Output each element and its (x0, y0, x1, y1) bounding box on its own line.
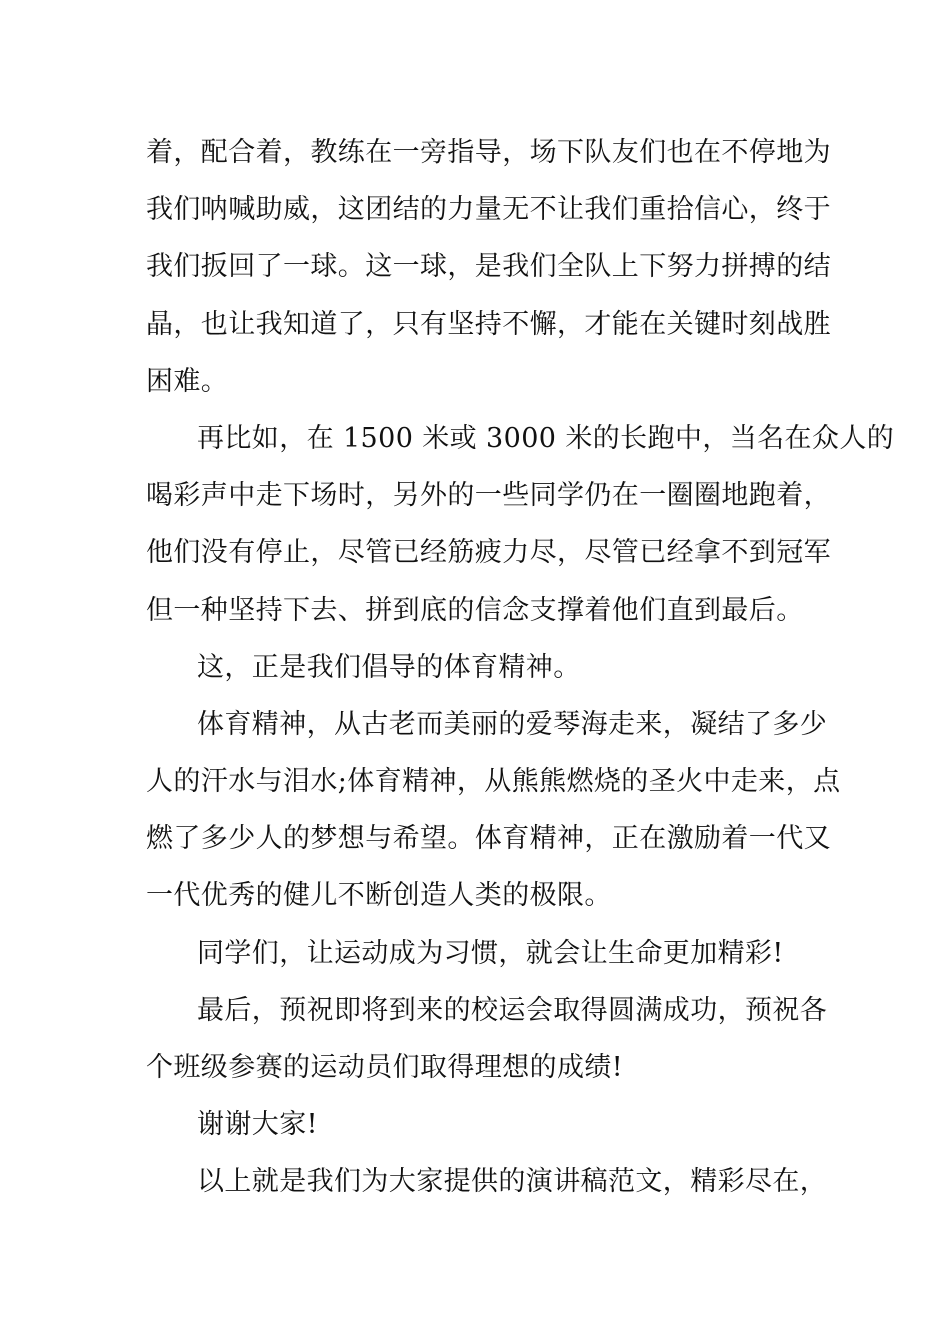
text-line: 我们呐喊助威，这团结的力量无不让我们重拾信心，终于 (146, 194, 831, 226)
text-line: 这，正是我们倡导的体育精神。 (197, 651, 581, 683)
text-line: 喝彩声中走下场时，另外的一些同学仍在一圈圈地跑着， (146, 480, 831, 512)
paragraph-3 (146, 639, 806, 696)
text-line: 个班级参赛的运动员们取得理想的成绩! (146, 1052, 624, 1083)
paragraph-2 (146, 410, 895, 639)
text-line: 再比如，在 1500 米或 3000 米的长跑中，当名在众人的 (197, 422, 895, 454)
body-text (146, 124, 895, 1211)
text-line: 燃了多少人的梦想与希望。体育精神，正在激励着一代又 (146, 823, 831, 855)
text-line: 困难。 (146, 365, 229, 397)
text-line: 同学们，让运动成为习惯，就会让生命更加精彩! (197, 937, 784, 969)
paragraph-8 (146, 1153, 828, 1210)
text-line: 他们没有停止，尽管已经筋疲力尽，尽管已经拿不到冠军 (146, 537, 831, 569)
paragraph-4 (146, 696, 841, 925)
text-line: 谢谢大家! (197, 1109, 318, 1141)
paragraph-6 (146, 982, 828, 1096)
text-line: 体育精神，从古老而美丽的爱琴海走来，凝结了多少 (197, 708, 828, 740)
paragraph-5 (146, 925, 806, 982)
text-line: 最后，预祝即将到来的校运会取得圆满成功，预祝各 (197, 994, 828, 1026)
text-line: 但一种坚持下去、拼到底的信念支撑着他们直到最后。 (146, 594, 804, 626)
text-line: 一代优秀的健儿不断创造人类的极限。 (146, 880, 612, 912)
text-line: 人的汗水与泪水;体育精神，从熊熊燃烧的圣火中走来，点 (146, 766, 841, 798)
text-line: 着，配合着，教练在一旁指导，场下队友们也在不停地为 (146, 137, 831, 168)
paragraph-7 (146, 1096, 806, 1153)
paragraph-1 (146, 124, 831, 410)
text-line: 我们扳回了一球。这一球，是我们全队上下努力拼搏的结 (146, 251, 831, 283)
text-line: 晶，也让我知道了，只有坚持不懈，才能在关键时刻战胜 (146, 308, 831, 340)
text-line: 以上就是我们为大家提供的演讲稿范文，精彩尽在， (197, 1166, 828, 1198)
